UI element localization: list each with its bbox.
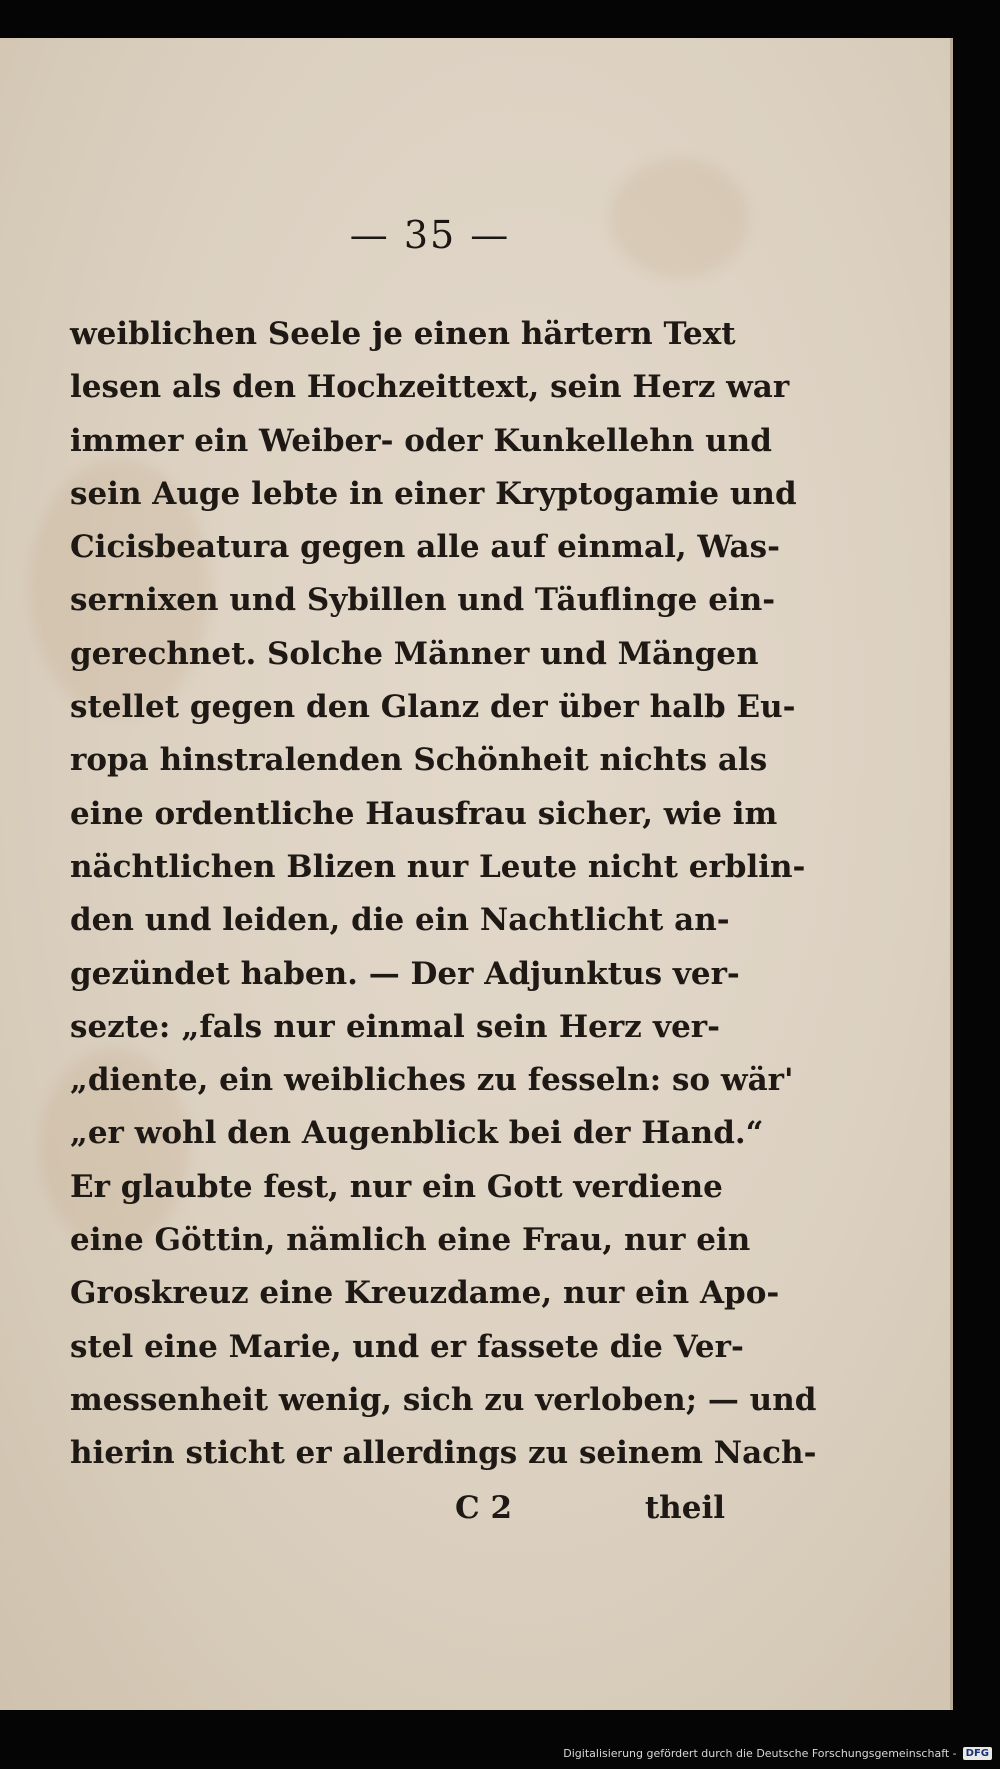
text-line: nächtlichen Blizen nur Leute nicht erblin- [70, 848, 806, 885]
text-line: stel eine Marie, und er fassete die Ver- [70, 1328, 744, 1365]
page-number: — 35 — [349, 213, 511, 257]
text-line: gerechnet. Solche Männer und Mängen [70, 635, 759, 672]
text-line: „er wohl den Augenblick bei der Hand.“ [70, 1115, 764, 1152]
paper-page [0, 38, 953, 1710]
text-line: messenheit wenig, sich zu verloben; — und [70, 1381, 817, 1418]
text-line: sernixen und Sybillen und Täuflinge ein- [70, 582, 776, 619]
text-line: eine Göttin, nämlich eine Frau, nur ein [70, 1222, 751, 1259]
text-line: lesen als den Hochzeittext, sein Herz war [70, 369, 790, 406]
digitization-credit [563, 1743, 992, 1763]
catchword: theil [644, 1490, 725, 1526]
dfg-logo: DFG [963, 1747, 992, 1760]
text-line: weiblichen Seele je einen härtern Text [70, 316, 736, 352]
text-line: Er glaubte fest, nur ein Gott verdiene [70, 1168, 723, 1205]
text-line: Cicisbeatura gegen alle auf einmal, Was- [70, 529, 780, 566]
text-line: „diente, ein weibliches zu fesseln: so wär' [70, 1062, 794, 1099]
credit-text: Digitalisierung gefördert durch die Deutsche Forschungsgemeinschaft - [563, 1746, 957, 1760]
text-line: hierin sticht er allerdings zu seinem Nach- [70, 1435, 817, 1472]
text-line: immer ein Weiber- oder Kunkellehn und [70, 422, 772, 459]
text-line: ropa hinstralenden Schönheit nichts als [70, 742, 768, 779]
text-line: gezündet haben. — Der Adjunktus ver- [70, 955, 740, 992]
text-line: den und leiden, die ein Nachtlicht an- [70, 902, 730, 939]
text-line: sezte: „fals nur einmal sein Herz ver- [70, 1008, 720, 1045]
page-footer [70, 1490, 725, 1550]
body-text [70, 308, 817, 1481]
text-line: eine ordentliche Hausfrau sicher, wie im [70, 795, 778, 832]
text-line: sein Auge lebte in einer Kryptogamie und [70, 475, 797, 512]
signature-mark: C 2 [455, 1490, 513, 1526]
text-line: stellet gegen den Glanz der über halb Eu- [70, 689, 796, 726]
text-line: Groskreuz eine Kreuzdame, nur ein Apo- [70, 1275, 780, 1312]
